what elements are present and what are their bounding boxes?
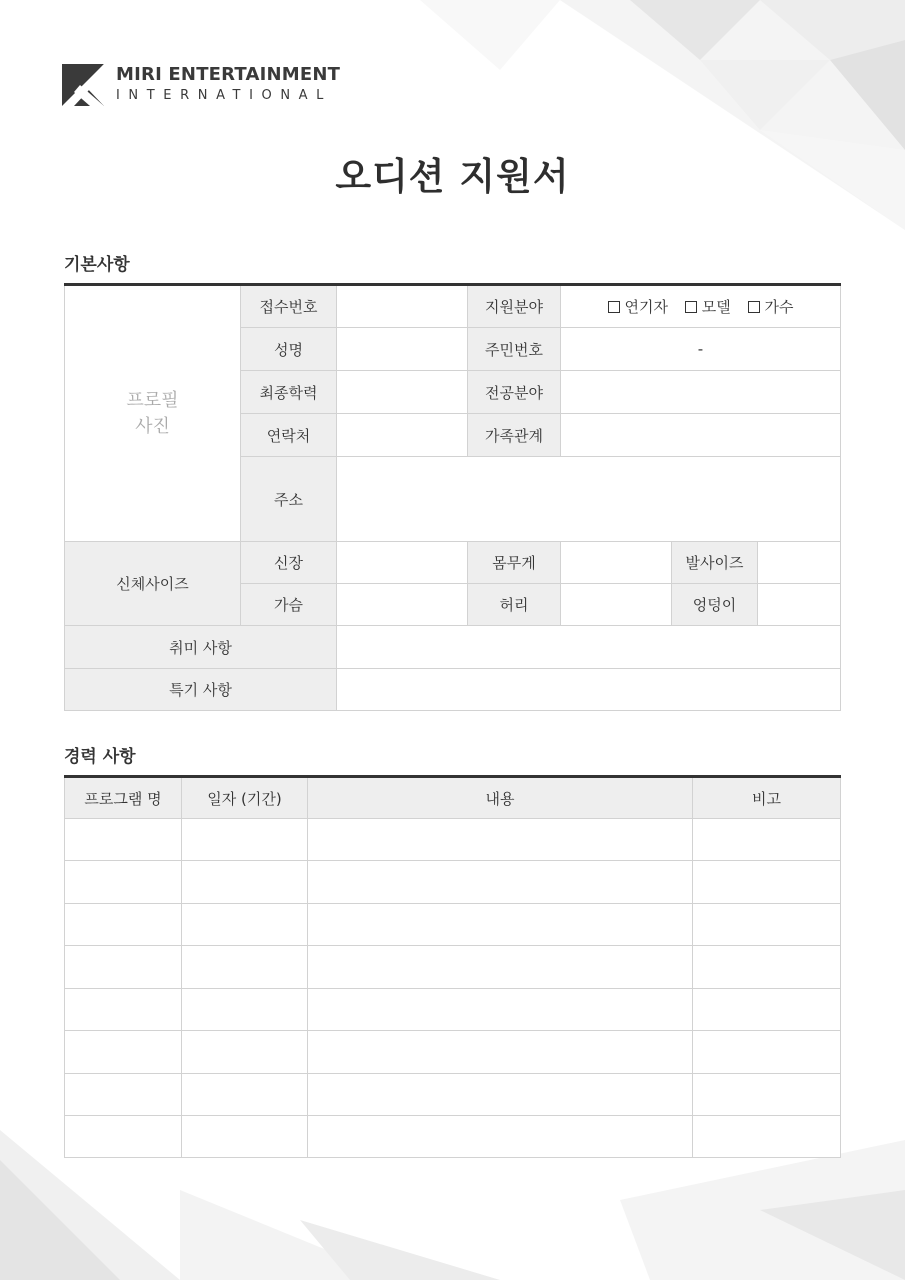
logo-sub-text: INTERNATIONAL <box>116 88 333 103</box>
note-cell[interactable] <box>693 904 841 946</box>
column-header-note: 비고 <box>693 777 841 819</box>
content-cell[interactable] <box>308 861 693 904</box>
shoe-size-field[interactable] <box>758 542 841 584</box>
checkbox-icon <box>608 301 620 313</box>
program-cell[interactable] <box>65 1074 182 1116</box>
skill-label: 특기 사항 <box>65 669 337 711</box>
checkbox-icon <box>748 301 760 313</box>
period-cell[interactable] <box>182 904 308 946</box>
career-section-heading: 경력 사항 <box>64 747 136 767</box>
content-cell[interactable] <box>308 819 693 861</box>
skill-field[interactable] <box>337 669 841 711</box>
content-cell[interactable] <box>308 946 693 989</box>
table-row <box>65 989 841 1031</box>
program-cell[interactable] <box>65 819 182 861</box>
family-field[interactable] <box>561 414 841 457</box>
table-row <box>65 904 841 946</box>
page-title: 오디션 지원서 <box>335 155 570 198</box>
table-row <box>65 1074 841 1116</box>
period-cell[interactable] <box>182 1074 308 1116</box>
content-cell[interactable] <box>308 904 693 946</box>
body-size-label: 신체사이즈 <box>65 542 241 626</box>
major-field[interactable] <box>561 371 841 414</box>
basic-info-table <box>64 283 841 711</box>
note-cell[interactable] <box>693 1031 841 1074</box>
hobby-label: 취미 사항 <box>65 626 337 669</box>
period-cell[interactable] <box>182 946 308 989</box>
table-row <box>65 1031 841 1074</box>
table-row <box>65 861 841 904</box>
basic-section-heading: 기본사항 <box>64 255 130 275</box>
receipt-no-label: 접수번호 <box>241 285 337 328</box>
weight-field[interactable] <box>561 542 672 584</box>
checkbox-icon <box>685 301 697 313</box>
career-table <box>64 775 841 1158</box>
program-cell[interactable] <box>65 904 182 946</box>
contact-label: 연락처 <box>241 414 337 457</box>
content-cell[interactable] <box>308 1074 693 1116</box>
note-cell[interactable] <box>693 1116 841 1158</box>
option-label: 연기자 <box>624 298 668 316</box>
content-cell[interactable] <box>308 1031 693 1074</box>
period-cell[interactable] <box>182 1031 308 1074</box>
column-header-period: 일자 (기간) <box>182 777 308 819</box>
checkbox-actor[interactable] <box>608 296 668 317</box>
table-row <box>65 1116 841 1158</box>
program-cell[interactable] <box>65 861 182 904</box>
option-label: 모델 <box>701 298 731 316</box>
waist-field[interactable] <box>561 584 672 626</box>
field-options <box>561 285 841 328</box>
column-header-content: 내용 <box>308 777 693 819</box>
chest-label: 가슴 <box>241 584 337 626</box>
photo-label-line1: 프로필 <box>126 389 179 411</box>
company-logo <box>62 64 340 106</box>
period-cell[interactable] <box>182 1116 308 1158</box>
table-row <box>65 946 841 989</box>
column-header-program: 프로그램 명 <box>65 777 182 819</box>
period-cell[interactable] <box>182 989 308 1031</box>
address-label: 주소 <box>241 457 337 542</box>
name-field[interactable] <box>337 328 468 371</box>
hobby-field[interactable] <box>337 626 841 669</box>
profile-photo-area[interactable] <box>65 285 241 542</box>
table-row <box>65 819 841 861</box>
receipt-no-field[interactable] <box>337 285 468 328</box>
period-cell[interactable] <box>182 819 308 861</box>
content-cell[interactable] <box>308 1116 693 1158</box>
hip-field[interactable] <box>758 584 841 626</box>
resident-no-label: 주민번호 <box>468 328 561 371</box>
note-cell[interactable] <box>693 946 841 989</box>
weight-label: 몸무게 <box>468 542 561 584</box>
period-cell[interactable] <box>182 861 308 904</box>
height-label: 신장 <box>241 542 337 584</box>
program-cell[interactable] <box>65 1031 182 1074</box>
logo-mark-icon <box>62 64 104 106</box>
content-cell[interactable] <box>308 989 693 1031</box>
note-cell[interactable] <box>693 989 841 1031</box>
family-label: 가족관계 <box>468 414 561 457</box>
shoe-size-label: 발사이즈 <box>672 542 758 584</box>
checkbox-singer[interactable] <box>748 296 794 317</box>
name-label: 성명 <box>241 328 337 371</box>
waist-label: 허리 <box>468 584 561 626</box>
note-cell[interactable] <box>693 1074 841 1116</box>
contact-field[interactable] <box>337 414 468 457</box>
hip-label: 엉덩이 <box>672 584 758 626</box>
height-field[interactable] <box>337 542 468 584</box>
program-cell[interactable] <box>65 946 182 989</box>
option-label: 가수 <box>764 298 794 316</box>
resident-no-field[interactable]: - <box>561 328 841 371</box>
note-cell[interactable] <box>693 861 841 904</box>
address-field[interactable] <box>337 457 841 542</box>
checkbox-model[interactable] <box>685 296 731 317</box>
education-label: 최종학력 <box>241 371 337 414</box>
program-cell[interactable] <box>65 1116 182 1158</box>
program-cell[interactable] <box>65 989 182 1031</box>
field-label: 지원분야 <box>468 285 561 328</box>
education-field[interactable] <box>337 371 468 414</box>
photo-label-line2: 사진 <box>135 415 170 437</box>
note-cell[interactable] <box>693 819 841 861</box>
major-label: 전공분야 <box>468 371 561 414</box>
logo-main-text: MIRI ENTERTAINMENT <box>116 64 341 85</box>
chest-field[interactable] <box>337 584 468 626</box>
